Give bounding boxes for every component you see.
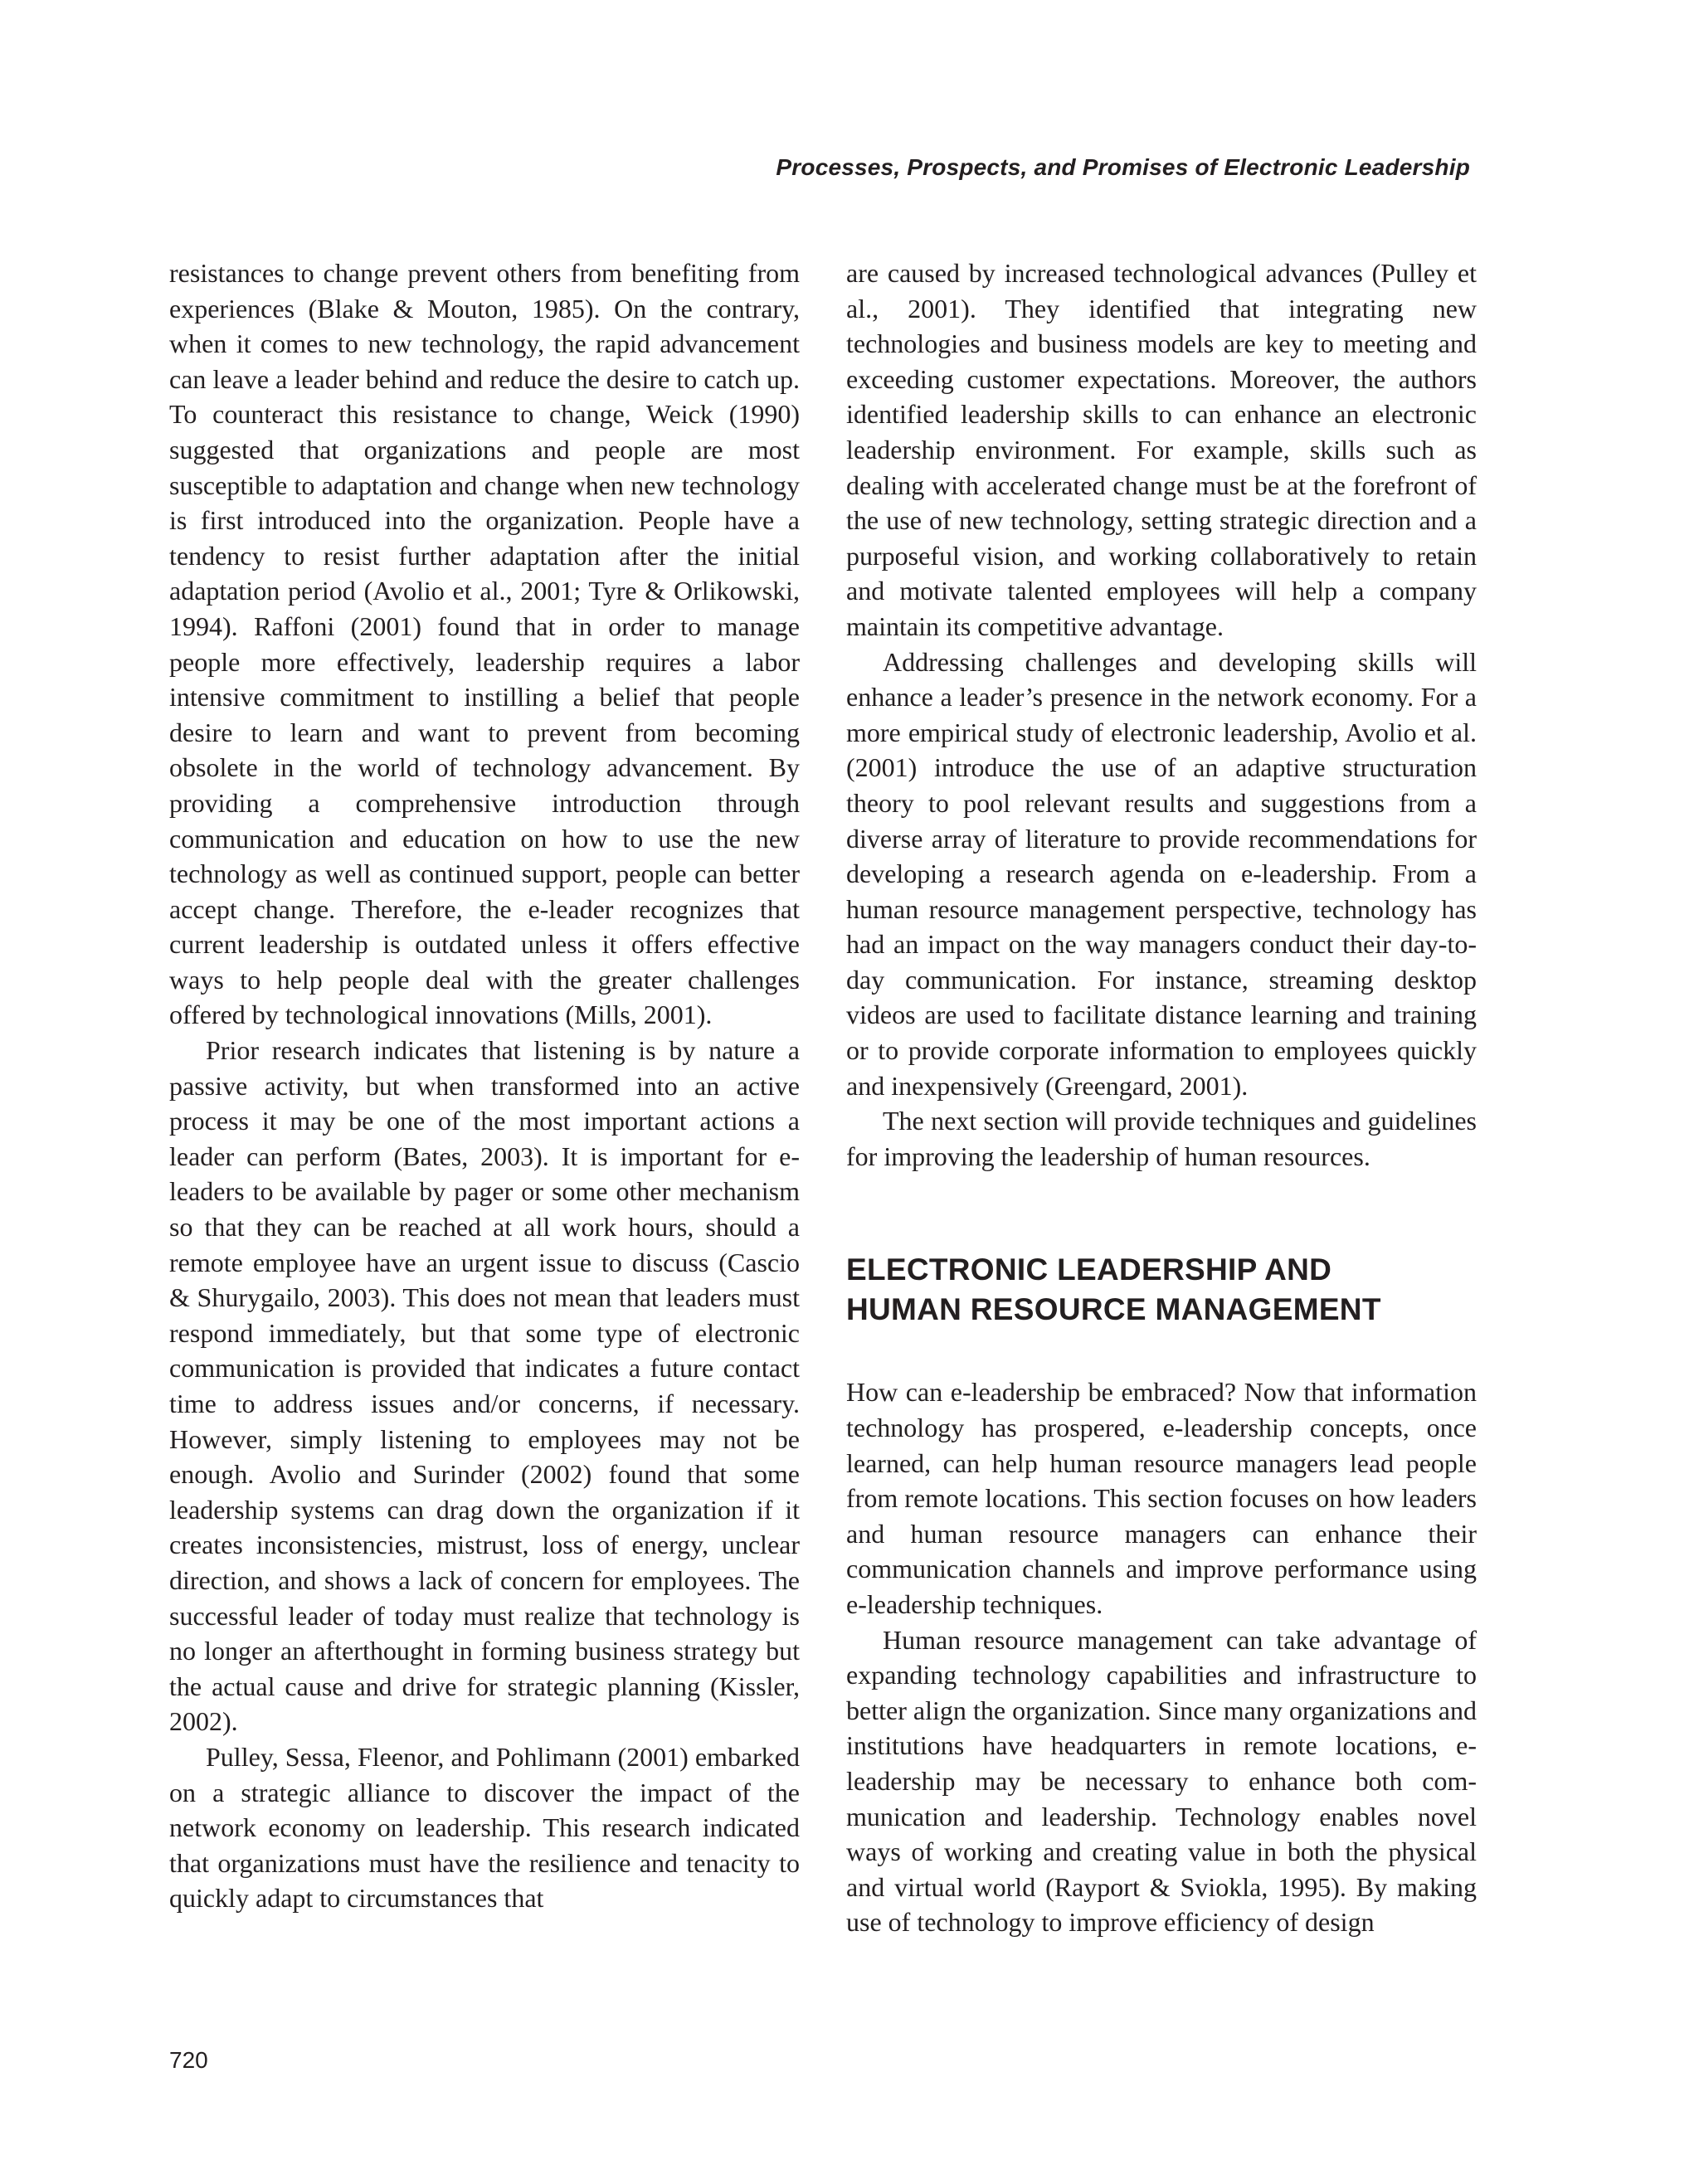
body-paragraph: are caused by increased technological advances (Pulley et al., 2001). They identified that integrating new technologies and business models are key to meeting and exceeding customer expectations. Moreover, the authors identified leadership skills to can enhance an electronic leadership environment. For example, skills such as dealing with accelerated change must be at the forefront of the use of new technology, setting strategic direction and a purposeful vision, and working collaboratively to retain and motivate talented employees will help a company maintain its competitive advantage.	[846, 258, 1477, 641]
section-heading-line-2: HUMAN RESOURCE MANAGEMENT	[846, 1292, 1381, 1327]
left-column	[169, 255, 800, 1916]
page-number: 720	[169, 2047, 208, 2073]
body-paragraph: resistances to change prevent others from benefiting from experiences (Blake & Mouton, 1985). On the contrary, when it comes to new technology, the rapid advancement can leave a leader behind and reduce the desire to catch up. To counteract this resistance to change, Weick (1990) suggested that organizations and people are most susceptible to adaptation and change when new technology is first introduced into the organization. People have a tendency to resist further adaptation after the initial adaptation period (Avolio et al., 2001; Tyre & Orlikowski, 1994). Raffoni (2001) found that in order to manage people more effectively, leadership requires a labor intensive commitment to instilling a belief that people desire to learn and want to prevent from becoming obsolete in the world of technology advancement. By providing a comprehensive introduction through communication and education on how to use the new technology as well as continued support, people can better accept change. Therefore, the e-leader recognizes that current leadership is outdated unless it offers effective ways to help people deal with the greater challenges offered by technological innovations (Mills, 2001).	[169, 258, 800, 1030]
section-heading-line-1: ELECTRONIC LEADERSHIP AND	[846, 1253, 1332, 1287]
body-paragraph: The next section will provide techniques and guidelines for improving the leadership of human resources.	[846, 1106, 1477, 1171]
section-heading	[846, 1250, 1477, 1330]
body-paragraph: Pulley, Sessa, Fleenor, and Pohlimann (2001) embarked on a strategic alliance to discover the impact of the network economy on leadership. This research indicated that organizations must have the resilience and tenacity to quickly adapt to circumstances that	[169, 1741, 800, 1914]
body-paragraph: How can e-leadership be embraced? Now that information technology has prospered, e-leadership concepts, once learned, can help human resource managers lead people from remote locations. This section focuses on how leaders and human resource managers can enhance their communication channels and improve performance using e-leadership techniques.	[846, 1377, 1477, 1619]
body-paragraph: Prior research indicates that listening is by nature a passive activity, but when transformed into an active process it may be one of the most important actions a leader can perform (Bates, 2003). It is important for e-leaders to be available by pager or some other mechanism so that they can be reached at all work hours, should a remote employee have an urgent issue to discuss (Cascio & Shurygailo, 2003). This does not mean that leaders must respond immediately, but that some type of electronic communication is provided that indicates a future contact time to address issues and/or concerns, if necessary. However, simply listening to employees may not be enough. Avolio and Surinder (2002) found that some leadership systems can drag down the organization if it creates inconsistencies, mistrust, loss of energy, unclear direction, and shows a lack of concern for employees. The successful leader of today must realize that technology is no longer an afterthought in forming business strategy but the actual cause and drive for strategic planning (Kissler, 2002).	[169, 1035, 800, 1737]
right-column	[846, 255, 1477, 1940]
body-paragraph: Addressing challenges and developing skills will enhance a leader’s presence in the network economy. For a more empirical study of electronic leadership, Avolio et al. (2001) introduce the use of an adaptive structuration theory to pool relevant results and suggestions from a diverse array of literature to provide recommendations for developing a research agenda on e-leadership. From a human resource management perspective, technology has had an impact on the way managers conduct their day-to-day communication. For instance, streaming desktop videos are used to facilitate distance learning and training or to provide corporate information to employees quickly and inexpensively (Greengard, 2001).	[846, 646, 1477, 1101]
running-header: Processes, Prospects, and Promises of Electronic Leadership	[776, 154, 1470, 180]
body-paragraph: Human resource management can take advantage of expanding technology capabilities and infrastructure to better align the organization. Since many organizations and institutions have headquarters in remote locations, e-leadership may be necessary to enhance both communication and leadership. Technology enables novel ways of working and creating value in both the physical and virtual world (Rayport & Sviokla, 1995). By making use of technology to improve efficiency of design	[846, 1624, 1477, 1938]
